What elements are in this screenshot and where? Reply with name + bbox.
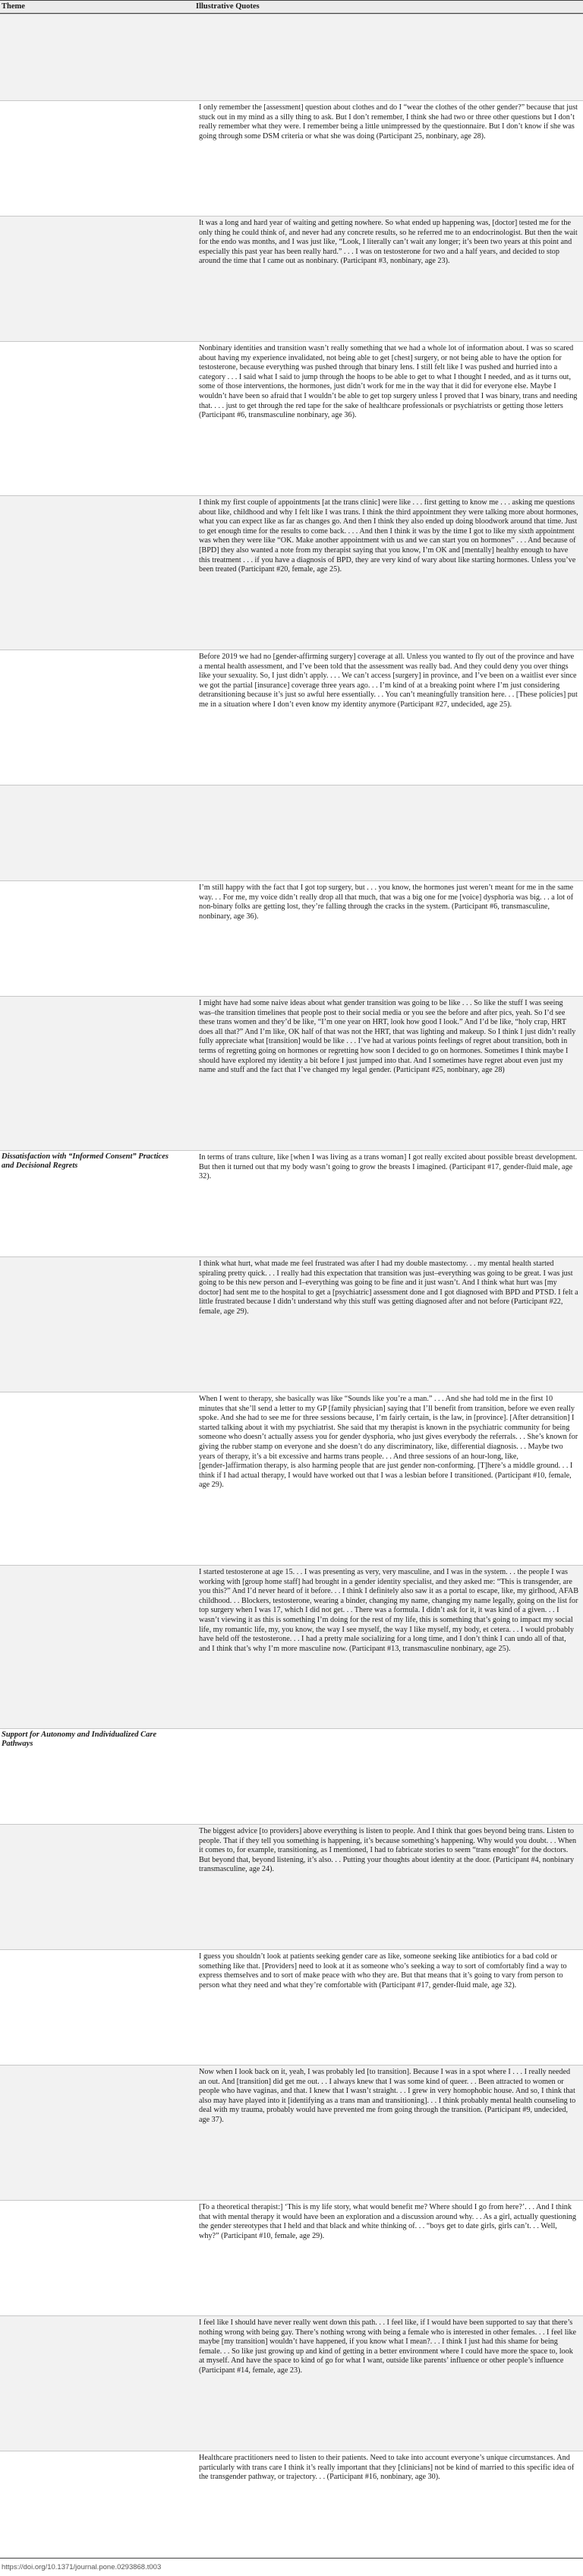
theme-row	[0, 785, 583, 881]
table-row	[0, 2200, 583, 2316]
doi-link[interactable]: https://doi.org/10.1371/journal.pone.0293868.t003	[2, 2563, 162, 2571]
quote-text: I guess you shouldn’t look at patients seeking gender care as like, someone seeking like antibiotics for a bad cold or something like that. [Providers] need to look at it as someone who’s seeking a way to sort of comfortably find a way to express themselves and to sort of make peace with who they are. But that means that it’s going to vary from person to person what they need and what they’re comfortable with (Participant #17, gender-fluid male, age 32).	[199, 1952, 567, 1990]
table-row	[0, 650, 583, 785]
header-quotes: Illustrative Quotes	[196, 2, 260, 11]
table-row	[0, 495, 583, 650]
header-theme: Theme	[2, 2, 25, 11]
table-row	[0, 996, 583, 1151]
quote-text: I’m still happy with the fact that I got top surgery, but . . . you know, the hormones just weren’t meant for me in the same way. . . For me, my voice didn’t really drop all that much, that was a big one for me [voice] dysphoria was big. . . a lot of non-binary folks are getting lost, they’re falling through the cracks in the system. (Participant #6, transmasculine, nonbinary, age 36).	[199, 883, 574, 921]
quote-text: I think my first couple of appointments [at the trans clinic] were like . . . first getting to know me . . . asking me questions about like, childhood and why I felt like I was trans. I think the third appointment they were talking more about hormones, what you can expect like as far as changes go. And then I think they also ended up doing bloodwork around that time. Just to get enough time for the results to come back. . . . And then I think it was by the time I got to like my sixth appointment was when they were like “OK. Make another appointment with us and we can start you on hormones” . . . And because of [BPD] they also wanted a note from my therapist saying that you know, I’m OK and [mentally] healthy enough to have this treatment . . . if you have a diagnosis of BPD, they are very kind of wary about like starting hormones. Unless you’ve been treated (Participant #20, female, age 25).	[199, 498, 578, 574]
quote-text: Healthcare practitioners need to listen to their patients. Need to take into account everyone’s unique circumstances. And particularly with trans care I think it’s really important that they [clinicians] not be kind of married to this specific idea of the transgender pathway, or trajectory. . . (Participant #16, nonbinary, age 30).	[199, 2454, 575, 2482]
theme-row	[0, 14, 583, 101]
table-row	[0, 1824, 583, 1950]
table-header	[0, 0, 583, 14]
theme-label-autonomy: Support for Autonomy and Individualized Care Pathways	[2, 1731, 157, 1748]
quote-text: When I went to therapy, she basically was like “Sounds like you’re a man.” . . . And she had told me in the first 10 minutes that she’ll send a letter to my GP [family physician] saying that I’ll benefit from transition, before we even really spoke. And she had to see me for three sessions because, I’m fairly certain, is the law, in [province]. [After detransition] I started talking about it with my psychiatrist. She said that my therapist is known in the psychiatric community for being someone who doesn’t actually assess you for gender dysphoria, who just gives everybody the referrals. . . She’s known for giving the rubber stamp on everyone and she doesn’t do any discriminatory, like, differential diagnosis. . . Maybe two years of therapy, it’s a bit excessive and harms trans people. . . And three sessions of an hour-long, like, [gender-]affirmation therapy, is also harming people that are just gender non-conforming. [T]here’s a middle ground. . . I think if I had actual therapy, I would have worked out that I was a lesbian before I transitioned. (Participant #10, female, age 29).	[199, 1395, 578, 1490]
table-row	[0, 2065, 583, 2201]
table-row	[0, 100, 583, 217]
quote-text: Nonbinary identities and transition wasn’t really something that we had a whole lot of information about. I was so scared about having my experience invalidated, not being able to get [chest] surgery, or not being able to have the option for testosterone, because everything was pushed through that binary lens. I still felt like I was pushed and hurried into a category . . . I said what I said to jump through the hoops to be able to get to what I thought I needed, and as it turns out, some of those interventions, the hormones, just didn’t work for me in the way that it did for everyone else. Maybe I wouldn’t have been so afraid that I wouldn’t be able to get top surgery unless I proved that I was binary, trans and needing that. . . . just to get through the red tape for the sake of healthcare professionals or psychiatrists or getting those letters (Participant #6, transmasculine nonbinary, age 36).	[199, 344, 578, 420]
table-row	[0, 1256, 583, 1392]
quote-text: Now when I look back on it, yeah, I was probably led [to transition]. Because I was in a spot where I . . . I really needed an out. And [transition] did get me out. . . I always knew that I was some kind of queer. . . Been attracted to women or people who have vaginas, and that. I knew that I wasn’t straight. . . I grew in very homophobic house. And so, I think that also may have played into it [identifying as a trans man and transitioning]. . . I think probably mental health counseling to deal with my trauma, probably would have prevented me from going through the transition. (Participant #9, undecided, age 37).	[199, 2068, 576, 2124]
table-row	[0, 1565, 583, 1729]
table-row	[0, 216, 583, 342]
quote-text: Before 2019 we had no [gender-affirming surgery] coverage at all. Unless you wanted to fly out of the province and have a mental health assessment, and I’ve been told that the assessment was really bad. And they could deny you over things like your sexuality. So, I just didn’t apply. . . . We can’t access [surgery] in province, and I’ve been on a waitlist ever since we got the partial [insurance] coverage three years ago. . . I’m kind of at a breaking point where I’m just considering detransitioning because it’s just so awful here essentially. . . You can’t meaningfully transition here. . . [These policies] put me in a situation where I don’t even know my identity anymore (Participant #27, undecided, age 25).	[199, 653, 578, 709]
table-row	[0, 1150, 583, 1257]
table-row	[0, 1949, 583, 2066]
table-row	[0, 880, 583, 997]
quote-text: [To a theoretical therapist:] ‘This is my life story, what would benefit me? Where should I go from here?’. . . And I think that with mental therapy it would have been an exploration and a discussion around why. . . As a girl, actually questioning the gender stereotypes that I held and that black and white thinking of. . . “boys get to date girls, girls can’t. . . Well, why?” (Participant #10, female, age 29).	[199, 2203, 576, 2240]
quote-text: The biggest advice [to providers] above everything is listen to people. And I think that goes beyond being trans. Listen to people. That if they tell you something is happening, it’s because something’s happening. Why would you doubt. . . When it comes to, for example, transitioning, as I mentioned, I had to fabricate stories to seem “trans enough” for the doctors. But beyond that, beyond listening, it’s also. . . Putting your thoughts about identity at the door. (Participant #4, nonbinary transmasculine, age 24).	[199, 1827, 577, 1874]
table-row	[0, 341, 583, 496]
quote-text: I might have had some naive ideas about what gender transition was going to be like . . . So like the stuff I was seeing was–the transition timelines that people post to their social media or you see the before and after pics, yeah. So I’d see these trans women and they’d be like, “I’m one year on HRT, look how good I look.” And I’d be like, “holy crap, HRT does all that?” And I’m like, OK half of that was not the HRT, that was lighting and makeup. So I think I just didn’t really fully appreciate what [transition] would be like . . . I’ve had at various points feelings of regret about transition, both in terms of regretting going on hormones or regretting how soon I decided to go on hormones. Sometimes I think maybe I should have explored my identity a bit before I just jumped into that. And I sometimes have regret about even just my name and stuff and the fact that I’ve changed my legal gender. (Participant #25, nonbinary, age 28)	[199, 999, 576, 1075]
table-row	[0, 2315, 583, 2451]
quote-text: I feel like I should have never really went down this path. . . I feel like, if I would have been supported to say that there’s nothing wrong with being gay. There’s nothing wrong with being a female who is interested in other females. . . I feel like maybe [my transition] wouldn’t have happened, if you know what I mean?. . . I think I just had this shame for being female. . . So like just growing up and kind of getting in a better environment where I could have more the space to, look at myself. And have the space to kind of go for what I want, outside like parents’ influence or other people’s influence (Participant #14, female, age 23).	[199, 2318, 577, 2375]
quotes-table	[0, 0, 583, 14]
quote-text: I think what hurt, what made me feel frustrated was after I had my double mastectomy. . . my mental health started spiraling pretty quick. . . I really had this expectation that transition was just–everything was going to be great. I was just going to be this new person and I–everything was going to be fine and it just wasn’t. And I think what hurt was [my doctor] had sent me to the hospital to get a [psychiatric] assessment done and I got diagnosed with BPD and PTSD. I felt a little frustrated because I didn’t understand why this stuff was getting diagnosed after and not before (Participant #22, female, age 29).	[199, 1260, 578, 1316]
quote-text: I only remember the [assessment] question about clothes and do I “wear the clothes of the other gender?” because that just stuck out in my mind as a silly thing to ask. But I don’t remember, I think she had two or three other questions but I don’t really remember what they were. I remember being a little unimpressed by the questionnaire. But I don’t know if she was going through some DSM criteria or what she was doing (Participant 25, nonbinary, age 28).	[199, 103, 578, 141]
table-row	[0, 2451, 583, 2559]
table-row	[0, 1392, 583, 1566]
theme-label-informed-consent: Dissatisfaction with “Informed Consent” Practices and Decisional Regrets	[2, 1152, 169, 1170]
quote-text: In terms of trans culture, like [when I was living as a trans woman] I got really excited about possible breast development. But then it turned out that my body wasn’t going to grow the breasts I imagined. (Participant #17, gender-fluid male, age 32).	[199, 1153, 578, 1181]
quote-text: It was a long and hard year of waiting and getting nowhere. So what ended up happening was, [doctor] tested me for the only thing he could think of, and never had any concrete results, so he referred me to an endocrinologist. But then the wait for the endo was months, and I was just like, “Look, I literally can’t wait any longer; it’s been two years at this point and especially this past year has been really hard.” . . . I was on testosterone for two and a half years, and decided to stop around the time that I came out as nonbinary. (Participant #3, nonbinary, age 23).	[199, 219, 578, 266]
quote-text: I started testosterone at age 15. . . I was presenting as very, very masculine, and I was in the system. . . the people I was working with [group home staff] had brought in a gender identity specialist, and they asked me: “This is transgender, are you this?” And I’d never heard of it before. . . I think I definitely also saw it as a portal to escape, like, my girlhood, AFAB childhood. . . Blockers, testosterone, wearing a binder, changing my name, changing my name legally, going on the list for top surgery when I was 17, which I did not get. . . There was a formula. I didn’t ask for it, it was kind of a given. . . I wasn’t viewing it as this is something I’m doing for the rest of my life, this is something that’s going to impact my social life, my romantic life, my, you know, the way I see myself, the way I like myself, my body, et cetera. . . I would probably have held off the testosterone. . . I had a pretty male socializing for a long time, and I don’t think I can undo all of that, and I think that’s why I’m more masculine now. (Participant #13, transmasculine nonbinary, age 25).	[199, 1568, 579, 1653]
